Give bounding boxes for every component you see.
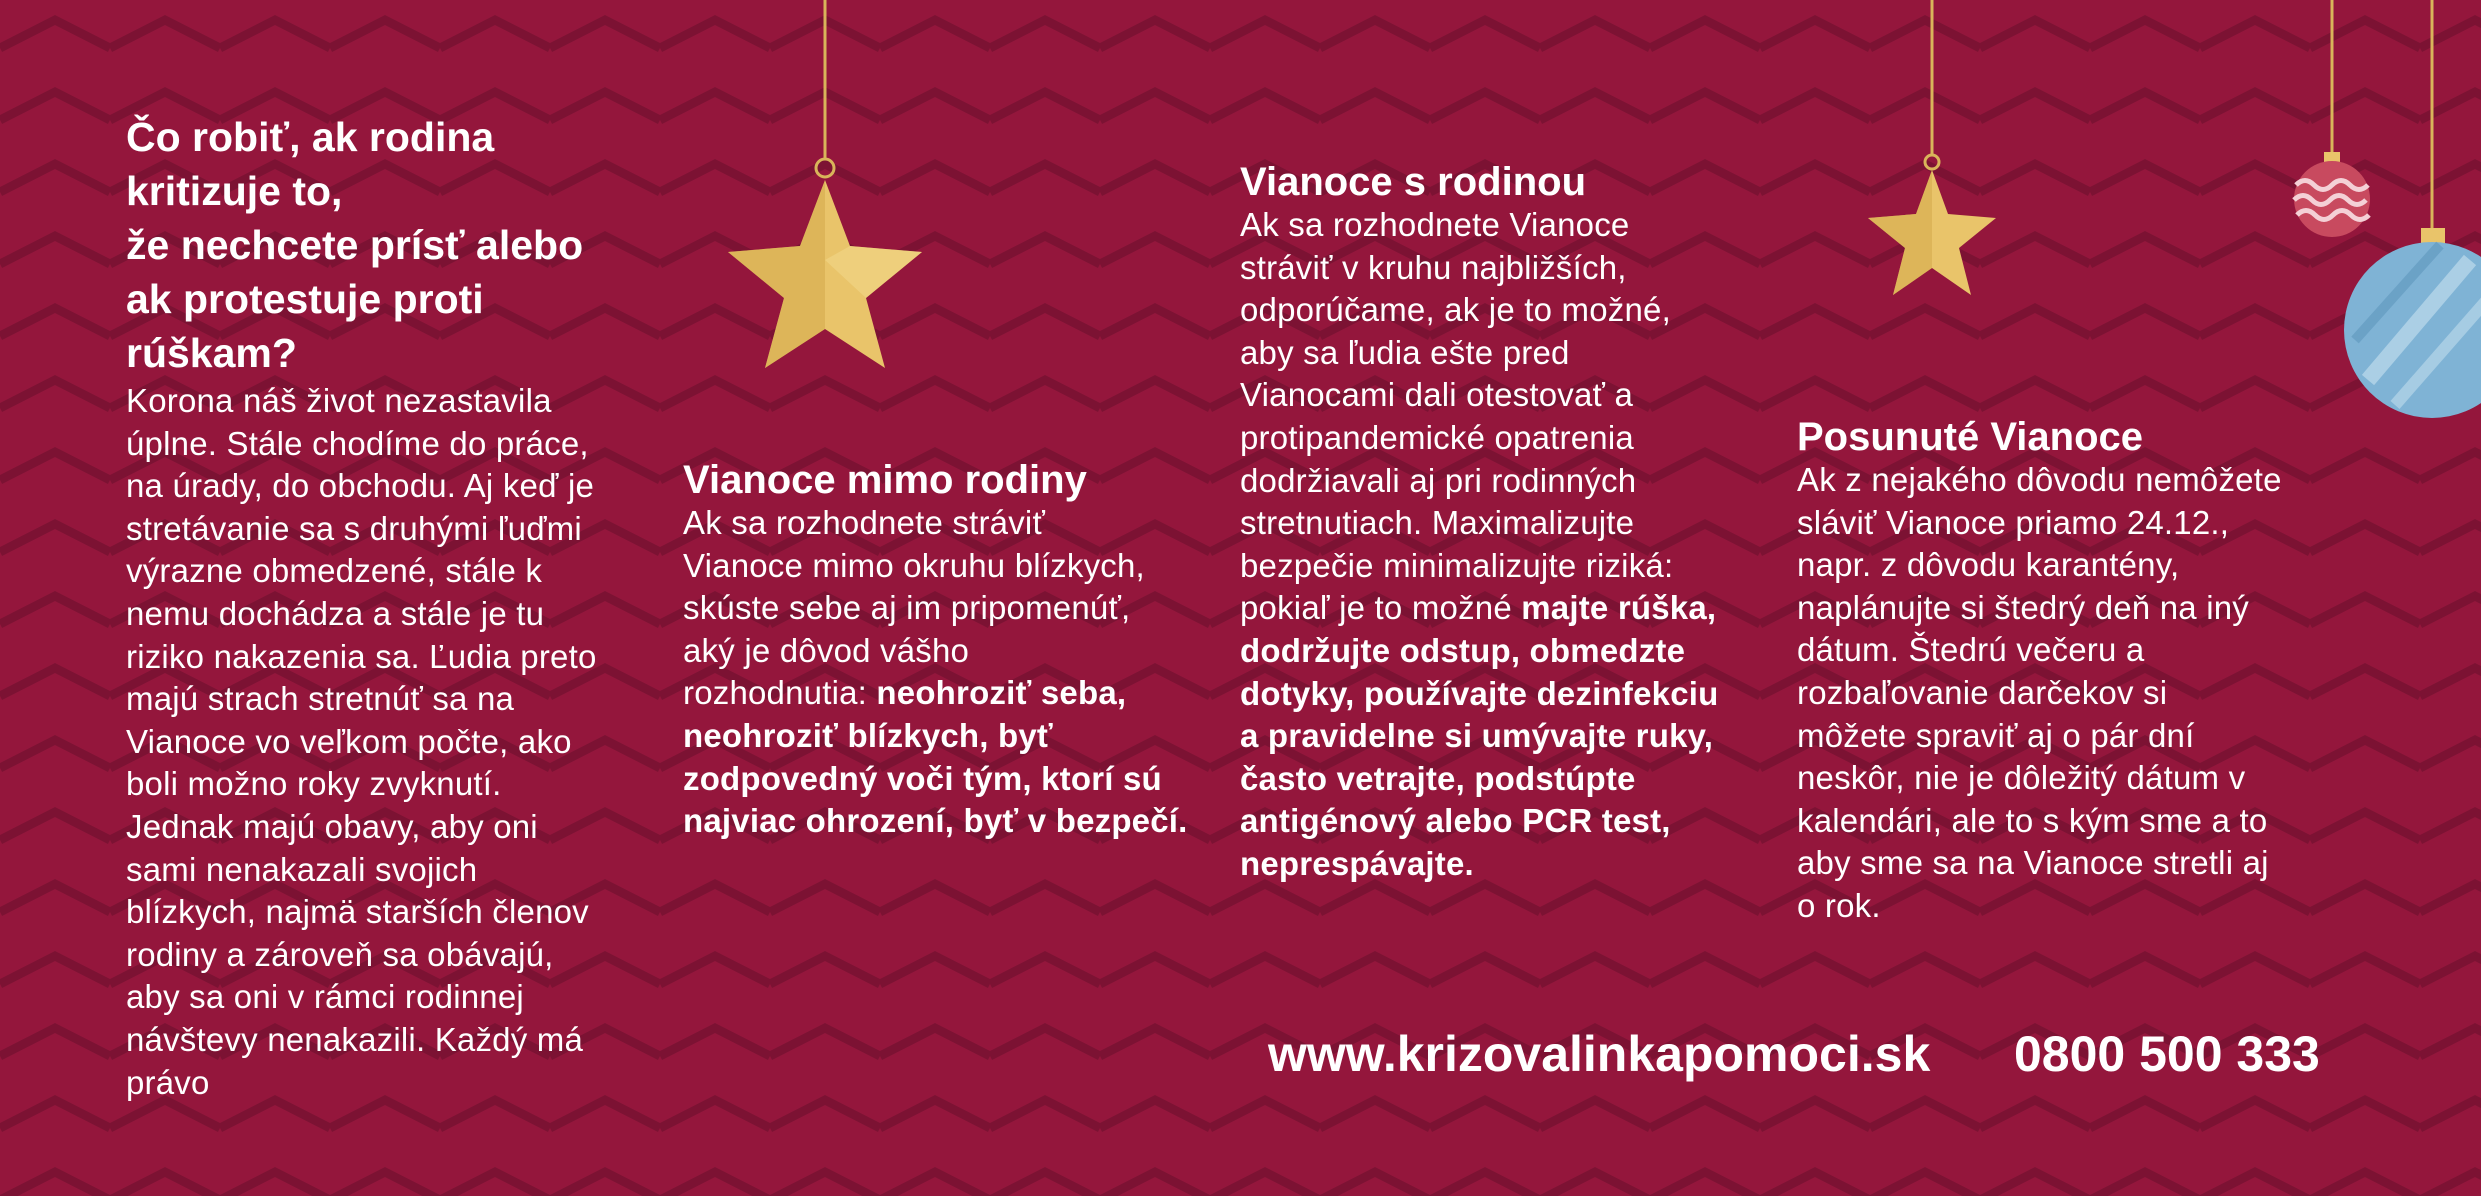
section-title: Vianoce s rodinou bbox=[1240, 160, 1586, 204]
section-body: Ak z nejakého dôvodu nemôžete sláviť Vianoce priamo 24.12., napr. z dôvodu karantény, naplánujte si štedrý deň na iný dátum. Štedrú večeru a rozbaľovanie darčekov si môžete spraviť aj o pár dní neskôr, nie je dôležitý dátum v kalendári, ale to s kým sme a to aby sme sa na Vianoce stretli aj o rok. bbox=[1797, 461, 2282, 924]
bauble-red-icon bbox=[2294, 0, 2370, 237]
section-body: Korona náš život nezastavila úplne. Stále chodíme do práce, na úrady, do obchodu. Aj keď je stretávanie sa s druhými ľuďmi výrazne obmedzené, stále k nemu dochádza a stále je tu riziko nakazenia sa. Ľudia preto majú strach stretnúť sa na Vianoce vo veľkom počte, ako boli možno roky zvyknutí. Jednak majú obavy, aby oni sami nenakazali svojich blízkych, najmä starších členov rodiny a zároveň sa obávajú, aby sa oni v rámci rodinnej návštevy nenakazili. Každý má právo bbox=[126, 382, 597, 1101]
section-family-criticism bbox=[126, 110, 666, 1104]
section-title: Posunuté Vianoce bbox=[1797, 415, 2144, 459]
section-body: Ak sa rozhodnete Vianoce stráviť v kruhu najbližších, odporúčame, ak je to možné, aby sa ľudia ešte pred Vianocami dali otestovať a protipandemické opatrenia dodržiavali aj pri rodinných stretnutiach. Maximalizujte bezpečie minimalizujte riziká: pokiaľ je to možné majte rúška, dodržujte odstup, obmedzte dotyky, používajte dezinfekciu a pravidelne si umývajte ruky, často vetrajte, podstúpte antigénový alebo PCR test, neprespávajte. bbox=[1240, 206, 1719, 882]
star-ornament-icon bbox=[728, 0, 922, 368]
section-title: Čo robiť, ak rodina kritizuje to, že nechcete prísť alebo ak protestuje proti rúškam? bbox=[126, 114, 584, 376]
star-ornament-small-icon bbox=[1868, 0, 1996, 295]
section-postponed-christmas bbox=[1797, 415, 2337, 928]
website-link[interactable]: www.krizovalinkapomoci.sk bbox=[1268, 1026, 1931, 1082]
section-body: Ak sa rozhodnete stráviť Vianoce mimo okruhu blízkych, skúste sebe aj im pripomenúť, aký je dôvod vášho rozhodnutia: neohroziť seba, neohroziť blízkych, byť zodpovedný voči tým, ktorí sú najviac ohrození, byť v bezpečí. bbox=[683, 504, 1188, 840]
section-title: Vianoce mimo rodiny bbox=[683, 458, 1087, 502]
section-christmas-with-family bbox=[1240, 160, 1780, 886]
section-christmas-without-family bbox=[683, 458, 1223, 843]
phone-number[interactable]: 0800 500 333 bbox=[2014, 1026, 2320, 1082]
